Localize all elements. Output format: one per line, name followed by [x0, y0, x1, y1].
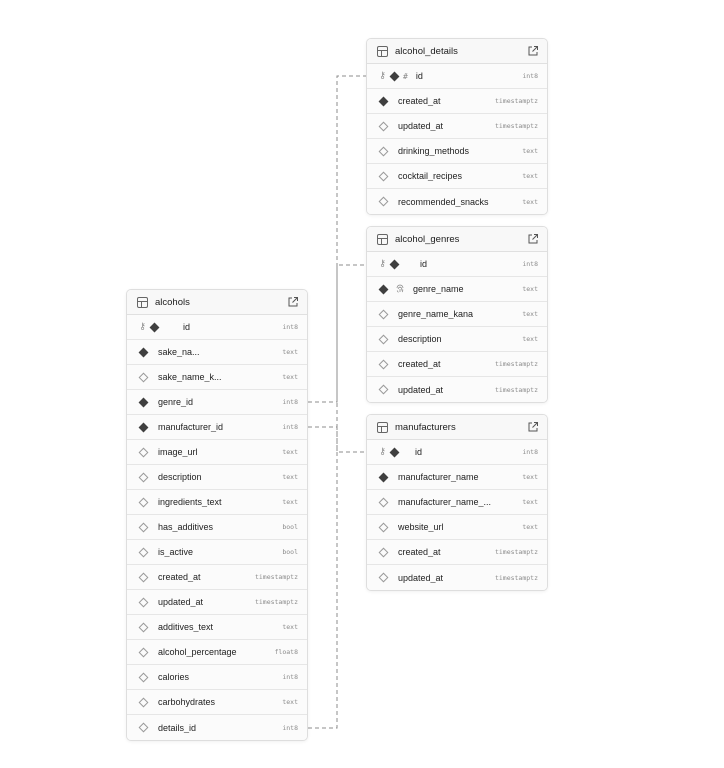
hollow-diamond-icon	[379, 146, 389, 156]
column-type: text	[522, 147, 538, 155]
column-row-sake-name-kana[interactable]	[127, 365, 307, 390]
column-type: bool	[282, 523, 298, 531]
column-name: created_at	[158, 572, 201, 582]
filled-diamond-icon	[139, 347, 149, 357]
column-row-is-active[interactable]	[127, 540, 307, 565]
hollow-diamond-icon	[379, 197, 389, 207]
hollow-diamond-icon	[379, 309, 389, 319]
column-row-id[interactable]	[367, 440, 547, 465]
column-type: timestamptz	[494, 573, 538, 582]
hollow-diamond-icon	[379, 573, 389, 583]
table-title: alcohols	[155, 296, 190, 308]
column-row-description[interactable]	[367, 327, 547, 352]
column-row-website-url[interactable]	[367, 515, 547, 540]
column-row-carbohydrates[interactable]	[127, 690, 307, 715]
hollow-diamond-icon	[379, 121, 389, 131]
table-alcohols[interactable]	[126, 289, 308, 741]
column-name: manufacturer_name_...	[398, 497, 492, 507]
column-row-genre-name-kana[interactable]	[367, 302, 547, 327]
filled-diamond-icon	[139, 397, 149, 407]
connector-genre-id-to-alcohol-genres	[308, 265, 367, 402]
hollow-diamond-icon	[379, 385, 389, 395]
hollow-diamond-icon	[139, 647, 149, 657]
column-type: text	[282, 348, 298, 356]
hollow-diamond-icon	[379, 171, 389, 181]
hollow-diamond-icon	[139, 723, 149, 733]
hollow-diamond-icon	[139, 547, 149, 557]
column-type: timestamptz	[494, 122, 538, 130]
column-name: created_at	[398, 96, 441, 106]
fingerprint-icon	[395, 284, 405, 294]
filled-diamond-icon	[379, 284, 389, 294]
column-type: float8	[274, 648, 298, 656]
table-title: manufacturers	[395, 421, 456, 433]
filled-diamond-icon	[139, 422, 149, 432]
key-icon: ⚷	[379, 259, 386, 269]
column-name: carbohydrates	[158, 697, 216, 707]
hollow-diamond-icon	[139, 522, 149, 532]
column-name: updated_at	[398, 572, 444, 583]
column-type: int8	[522, 72, 538, 80]
column-type: text	[522, 197, 538, 206]
column-row-created-at[interactable]	[367, 89, 547, 114]
column-row-manufacturer-name-kana[interactable]	[367, 490, 547, 515]
column-row-genre-id[interactable]	[127, 390, 307, 415]
filled-diamond-icon	[379, 96, 389, 106]
column-row-sake-name[interactable]	[127, 340, 307, 365]
hollow-diamond-icon	[139, 622, 149, 632]
column-row-alcohol-percentage[interactable]	[127, 640, 307, 665]
column-row-genre-name[interactable]	[367, 277, 547, 302]
column-type: timestamptz	[254, 598, 298, 606]
column-row-manufacturer-id[interactable]	[127, 415, 307, 440]
connector-details-id-to-alcohol-details	[308, 76, 367, 728]
table-icon	[377, 46, 388, 57]
column-name: sake_na...	[158, 347, 200, 357]
column-type: timestamptz	[494, 385, 538, 394]
key-icon: ⚷	[139, 322, 146, 332]
column-name: genre_name	[413, 284, 464, 294]
hollow-diamond-icon	[379, 359, 389, 369]
hash-icon: #	[403, 71, 408, 81]
column-name: created_at	[398, 359, 441, 369]
column-name: updated_at	[398, 121, 444, 131]
column-type: int8	[282, 723, 298, 732]
column-name: cocktail_recipes	[398, 171, 463, 181]
table-alcohol-genres[interactable]	[366, 226, 548, 403]
table-title: alcohol_details	[395, 45, 458, 57]
column-name: manufacturer_id	[158, 422, 224, 432]
column-type: int8	[282, 323, 298, 331]
column-row-additives-text[interactable]	[127, 615, 307, 640]
column-row-id[interactable]	[367, 252, 547, 277]
column-name: recommended_snacks	[398, 196, 489, 207]
column-row-created-at[interactable]	[127, 565, 307, 590]
column-type: text	[282, 498, 298, 506]
column-name: description	[398, 334, 442, 344]
filled-diamond-icon	[150, 322, 160, 332]
column-name: details_id	[158, 722, 197, 733]
column-row-ingredients-text[interactable]	[127, 490, 307, 515]
column-name: website_url	[398, 522, 444, 532]
hollow-diamond-icon	[139, 472, 149, 482]
column-row-id[interactable]	[127, 315, 307, 340]
external-link-icon[interactable]	[527, 421, 539, 433]
column-row-drinking-methods[interactable]	[367, 139, 547, 164]
key-icon: ⚷	[379, 71, 386, 81]
table-icon	[377, 234, 388, 245]
column-row-created-at[interactable]	[367, 352, 547, 377]
column-row-id[interactable]	[367, 64, 547, 89]
filled-diamond-icon	[379, 472, 389, 482]
table-header[interactable]	[367, 227, 547, 252]
hollow-diamond-icon	[139, 447, 149, 457]
column-name: image_url	[158, 447, 198, 457]
column-name: manufacturer_name	[398, 472, 479, 482]
column-row-description[interactable]	[127, 465, 307, 490]
column-name: calories	[158, 672, 190, 682]
hollow-diamond-icon	[379, 522, 389, 532]
hollow-diamond-icon	[379, 497, 389, 507]
column-type: int8	[282, 423, 298, 431]
filled-diamond-icon	[390, 447, 400, 457]
column-row-manufacturer-name[interactable]	[367, 465, 547, 490]
column-name: additives_text	[158, 622, 214, 632]
hollow-diamond-icon	[379, 334, 389, 344]
table-title: alcohol_genres	[395, 233, 460, 245]
column-name: has_additives	[158, 522, 214, 532]
external-link-icon[interactable]	[287, 296, 299, 308]
external-link-icon[interactable]	[527, 45, 539, 57]
filled-diamond-icon	[390, 259, 400, 269]
column-type: timestamptz	[494, 97, 538, 105]
column-type: text	[522, 172, 538, 180]
column-type: timestamptz	[494, 548, 538, 556]
column-type: int8	[282, 398, 298, 406]
hollow-diamond-icon	[139, 597, 149, 607]
column-name: genre_id	[158, 397, 194, 407]
connector-manufacturer-id-to-manufacturers	[308, 427, 367, 452]
table-manufacturers[interactable]	[366, 414, 548, 591]
table-header[interactable]	[367, 415, 547, 440]
column-type: text	[522, 285, 538, 293]
column-row-updated-at[interactable]	[367, 377, 547, 402]
column-row-image-url[interactable]	[127, 440, 307, 465]
column-name: ingredients_text	[158, 497, 222, 507]
column-name: sake_name_k...	[158, 372, 222, 382]
hollow-diamond-icon	[139, 572, 149, 582]
column-row-cocktail-recipes[interactable]	[367, 164, 547, 189]
column-type: timestamptz	[494, 360, 538, 368]
column-name: id	[183, 322, 191, 332]
column-row-details-id[interactable]	[127, 715, 307, 740]
column-name: created_at	[398, 547, 441, 557]
column-type: text	[282, 623, 298, 631]
table-header[interactable]	[367, 39, 547, 64]
external-link-icon[interactable]	[527, 233, 539, 245]
column-type: int8	[522, 260, 538, 268]
column-type: int8	[282, 673, 298, 681]
column-row-updated-at[interactable]	[367, 114, 547, 139]
column-name: id	[420, 259, 428, 269]
column-type: text	[282, 373, 298, 381]
key-icon: ⚷	[379, 447, 386, 457]
column-type: int8	[522, 448, 538, 456]
column-row-updated-at[interactable]	[367, 565, 547, 590]
column-name: updated_at	[398, 384, 444, 395]
column-name: updated_at	[158, 597, 204, 607]
hollow-diamond-icon	[139, 372, 149, 382]
column-name: drinking_methods	[398, 146, 470, 156]
column-type: text	[522, 523, 538, 531]
column-type: text	[282, 448, 298, 456]
column-row-calories[interactable]	[127, 665, 307, 690]
hollow-diamond-icon	[379, 547, 389, 557]
column-type: text	[522, 335, 538, 343]
table-icon	[137, 297, 148, 308]
column-row-created-at[interactable]	[367, 540, 547, 565]
column-name: alcohol_percentage	[158, 647, 237, 657]
table-alcohol-details[interactable]	[366, 38, 548, 215]
column-type: text	[522, 498, 538, 506]
column-name: id	[415, 447, 423, 457]
filled-diamond-icon	[390, 71, 400, 81]
column-type: text	[282, 473, 298, 481]
column-name: is_active	[158, 547, 194, 557]
hollow-diamond-icon	[139, 672, 149, 682]
table-icon	[377, 422, 388, 433]
column-type: bool	[282, 548, 298, 556]
table-header[interactable]	[127, 290, 307, 315]
column-row-has-additives[interactable]	[127, 515, 307, 540]
column-row-recommended-snacks[interactable]	[367, 189, 547, 214]
column-type: text	[282, 698, 298, 706]
column-name: description	[158, 472, 202, 482]
column-type: text	[522, 473, 538, 481]
hollow-diamond-icon	[139, 697, 149, 707]
column-name: genre_name_kana	[398, 309, 474, 319]
column-type: timestamptz	[254, 573, 298, 581]
column-type: text	[522, 310, 538, 318]
column-row-updated-at[interactable]	[127, 590, 307, 615]
hollow-diamond-icon	[139, 497, 149, 507]
column-name: id	[415, 71, 423, 81]
